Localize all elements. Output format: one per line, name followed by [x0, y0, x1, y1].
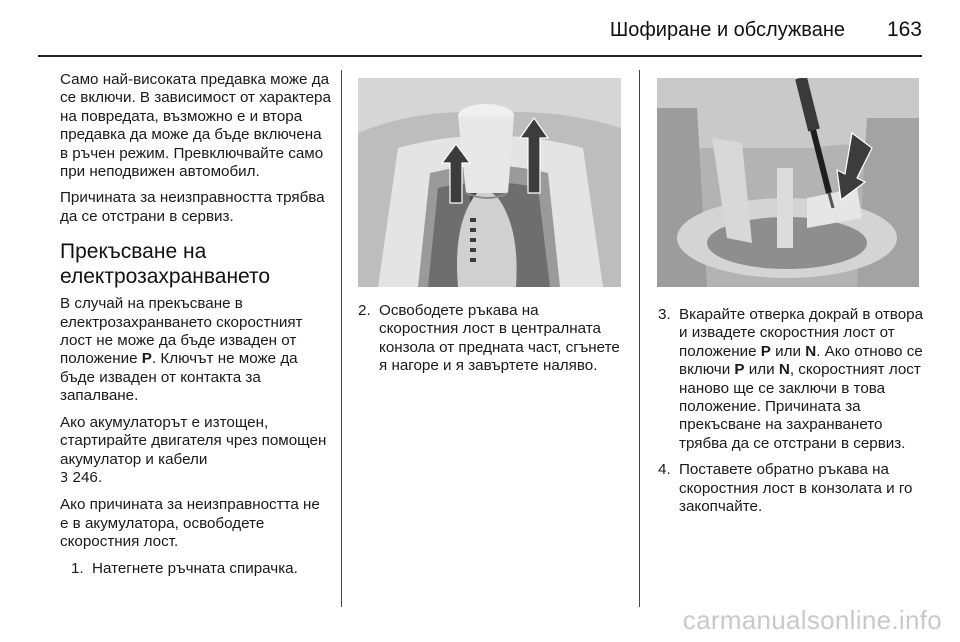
column-divider-2 — [639, 70, 640, 607]
paragraph: Ако причината за неизправността не е в акумулатора, освободете скоростния лост. — [60, 496, 320, 551]
step-text — [679, 306, 924, 453]
gear-lever-illustration — [358, 78, 621, 287]
list-item — [658, 461, 924, 516]
text-run: В случай на прекъсване в електрозахранването скоростният лост не може да бъде изваден от положение — [60, 295, 303, 368]
paragraph: Причината за неизправността трябва да се отстрани в сервиз. — [60, 189, 325, 225]
text-run: , скоростният лост наново ще се заключи в това положение. Причината за прекъсване на захранването трябва да се отстрани в сервиз. — [679, 361, 921, 452]
list-item — [71, 560, 332, 578]
step-text: Натегнете ръчната спирачка. — [92, 559, 298, 577]
text-run: . Ключът не може да бъде изваден от контакта за запалване. — [60, 350, 298, 405]
text-column-3 — [658, 306, 924, 524]
chapter-title: Шофиране и обслужване — [609, 19, 845, 41]
text-run: Ако акумулаторът е изтощен, стартирайте двигателя чрез помощен акумулатор и кабели — [60, 413, 327, 468]
bold-run: P — [760, 342, 771, 360]
list-item — [358, 302, 620, 376]
reference-arrow-icon: 3 — [60, 470, 69, 486]
text-column-2 — [358, 302, 620, 384]
text-run: или — [770, 342, 806, 360]
watermark: carmanualsonline.info — [682, 605, 942, 635]
step-number: 3. — [658, 306, 671, 323]
step-number: 2. — [358, 302, 371, 319]
paragraph — [60, 295, 332, 405]
text-run: Вкарайте отверка докрай в отвора и извадете скоростния лост от положение — [679, 306, 924, 360]
list-item — [658, 306, 924, 453]
page-number: 163 — [886, 18, 922, 41]
bold-run: N — [778, 361, 790, 379]
page-reference-link[interactable] — [60, 469, 102, 486]
section-heading: Прекъсване на електрозахранването — [60, 240, 271, 288]
bold-run: N — [805, 342, 817, 360]
screwdriver-illustration — [657, 78, 919, 287]
bold-run: P — [141, 350, 152, 368]
step-number: 4. — [658, 461, 671, 479]
text-run: или — [744, 361, 779, 379]
bold-run: P — [734, 361, 745, 379]
page-header — [0, 0, 960, 56]
reference-page: 246. — [68, 468, 103, 486]
screwdriver-figure — [657, 78, 919, 287]
paragraph — [60, 414, 332, 489]
header-rule — [38, 55, 922, 57]
paragraph: Само най-високата предавка може да се включи. В зависимост от характера на повредата, възможно е и втора предавка да може да бъде включена в ръчен режим. Превключвайте само при неподвижен автомобил. — [60, 71, 331, 181]
step-text: Освободете ръкава на скоростния лост в централната конзола от предната част, сгънете я нагоре и я завъртете наляво. — [379, 302, 620, 375]
text-run: . Ако отново се включи — [679, 342, 923, 379]
step-number: 1. — [71, 559, 84, 577]
gear-lever-figure — [358, 78, 621, 287]
step-text: Поставете обратно ръкава на скоростния лост в конзолата и го закопчайте. — [679, 461, 913, 516]
text-column-1 — [60, 71, 332, 586]
column-divider-1 — [341, 70, 342, 607]
